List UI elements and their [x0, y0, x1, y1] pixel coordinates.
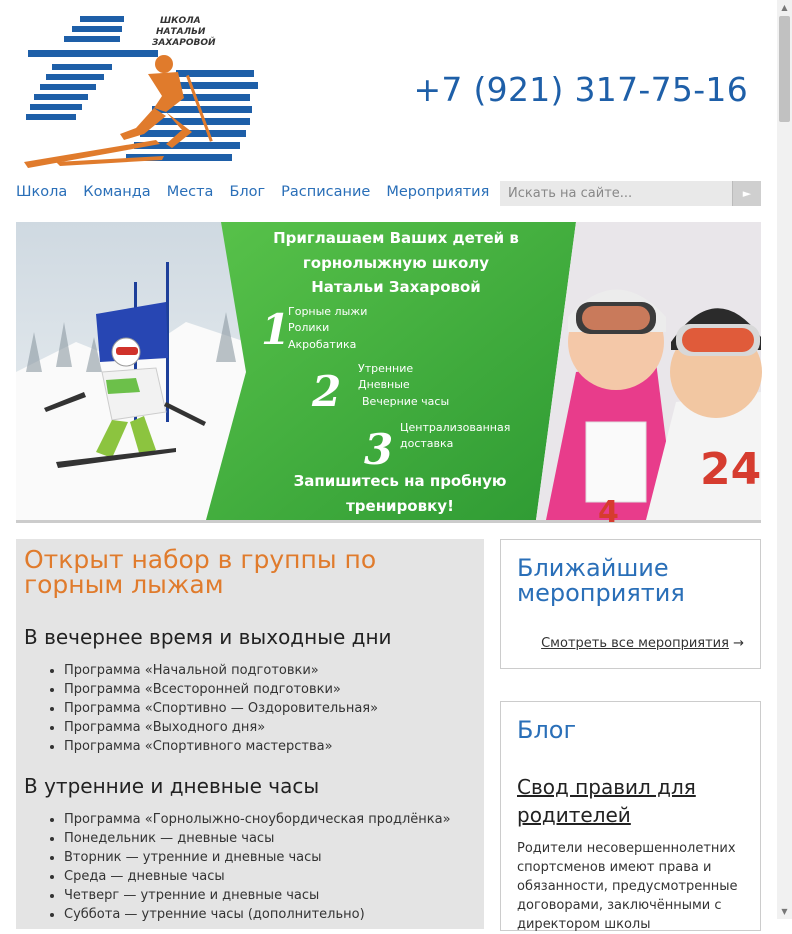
section-title-morning: В утренние и дневные часы	[24, 774, 320, 798]
bib-number-small: 4	[598, 495, 619, 530]
blog-widget	[500, 701, 761, 931]
list-item: • Четверг — утренние и дневные часы	[64, 886, 476, 905]
search-form	[500, 181, 761, 206]
list-item: • Суббота — утренние часы (дополнительно)	[64, 905, 476, 924]
banner-headline-1: Приглашаем Ваших детей в	[273, 229, 519, 247]
svg-text:ЗАХАРОВОЙ: ЗАХАРОВОЙ	[152, 38, 216, 48]
banner-number-2: 2	[312, 367, 342, 416]
section-title-evening: В вечернее время и выходные дни	[24, 625, 392, 649]
bib-number: 24	[700, 444, 762, 495]
list-item: • Среда — дневные часы	[64, 867, 476, 886]
banner-number-3: 3	[364, 425, 394, 474]
nav-item-schedule[interactable]: Расписание	[281, 184, 371, 200]
main-nav	[16, 184, 505, 200]
page-title: Открыт набор в группы по горным лыжам	[24, 545, 377, 599]
all-events-link[interactable]: Смотреть все мероприятия	[541, 636, 729, 651]
main-content	[16, 539, 484, 929]
banner-list1-item: Ролики	[288, 321, 330, 334]
nav-item-blog[interactable]: Блог	[229, 184, 266, 200]
arrow-right-icon: →	[733, 636, 744, 651]
banner-headline-3: Натальи Захаровой	[311, 278, 481, 296]
banner-list3-item: доставка	[400, 437, 454, 450]
blog-title: Блог	[517, 716, 577, 744]
logo-text: ШКОЛА	[160, 16, 201, 26]
list-item: • Программа «Всесторонней подготовки»	[64, 680, 476, 699]
banner-headline-2: горнолыжную школу	[302, 254, 490, 272]
events-widget	[500, 539, 761, 669]
scroll-down-icon[interactable]: ▼	[781, 907, 788, 916]
banner-list1-item: Горные лыжи	[288, 305, 368, 318]
banner-list2-item: Вечерние часы	[362, 395, 450, 408]
nav-item-team[interactable]: Команда	[83, 184, 151, 200]
page-scrollbar[interactable]	[777, 0, 792, 919]
play-icon: ►	[742, 187, 752, 200]
banner-list3-item: Централизованная	[400, 421, 511, 434]
nav-item-events[interactable]: Мероприятия	[386, 184, 490, 200]
list-item: • Понедельник — дневные часы	[64, 829, 476, 848]
blog-post-link[interactable]: Свод правил для родителей	[517, 775, 696, 827]
list-item: • Программа «Горнолыжно-сноубордическая продлёнка»	[64, 810, 476, 829]
all-events-link-wrapper	[541, 636, 744, 651]
svg-text:НАТАЛЬИ: НАТАЛЬИ	[156, 27, 206, 37]
list-item: • Программа «Спортивного мастерства»	[64, 737, 476, 756]
banner-list1-item: Акробатика	[288, 338, 357, 351]
events-title: Ближайшие мероприятия	[517, 554, 685, 607]
nav-item-school[interactable]: Школа	[16, 184, 68, 200]
program-list-morning	[24, 810, 476, 924]
program-list-evening	[24, 661, 476, 756]
blog-post-excerpt: Родители несовершеннолетних спортсменов имеют права и обязанности, предусмотренные договорами, заключёнными с директором школы	[517, 841, 738, 932]
scroll-up-icon[interactable]: ▲	[781, 3, 788, 12]
promo-banner[interactable]	[16, 222, 762, 530]
list-item: • Вторник — утренние и дневные часы	[64, 848, 476, 867]
banner-list2-item: Дневные	[358, 378, 410, 391]
list-item: • Программа «Начальной подготовки»	[64, 661, 476, 680]
banner-cta-1: Запишитесь на пробную	[293, 472, 507, 490]
list-item: • Программа «Выходного дня»	[64, 718, 476, 737]
school-logo[interactable]	[16, 12, 260, 168]
search-button[interactable]	[732, 181, 761, 206]
list-item: • Программа «Спортивно — Оздоровительная»	[64, 699, 476, 718]
banner-cta-2: тренировку!	[346, 497, 454, 515]
scrollbar-thumb[interactable]	[779, 16, 790, 122]
phone-number[interactable]: +7 (921) 317-75-16	[413, 70, 748, 109]
nav-item-places[interactable]: Места	[166, 184, 214, 200]
banner-number-1: 1	[261, 305, 291, 354]
search-input[interactable]: Искать на сайте...	[500, 181, 732, 206]
banner-list2-item: Утренние	[358, 362, 414, 375]
